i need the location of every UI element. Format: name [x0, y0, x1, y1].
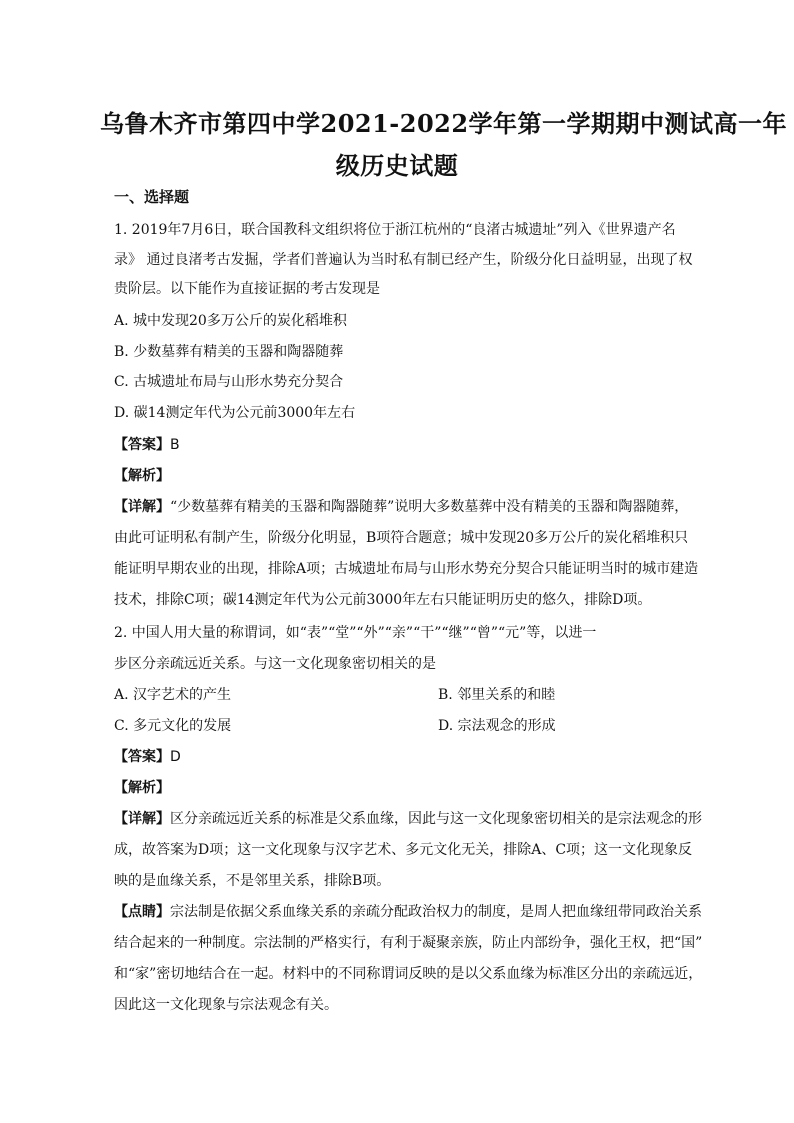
q1-detail-line-3: 能证明早期农业的出现，排除A项；古城遗址布局与山形水势充分契合只能证明当时的城市建造 — [114, 561, 699, 577]
answer-value: D — [170, 749, 181, 765]
q2-detail-line-3: 映的是血缘关系，不是邻里关系，排除B项。 — [114, 873, 391, 889]
q1-option-c: C. 古城遗址布局与山形水势充分契合 — [114, 374, 344, 390]
detail-text: 区分亲疏远近关系的标准是父系血缘，因此与这一文化现象密切相关的是宗法观念的形 — [170, 811, 702, 827]
q1-analysis — [114, 466, 170, 486]
answer-value: B — [170, 437, 180, 453]
detail-tag: 【详解】 — [114, 811, 170, 827]
q1-detail-line-4: 技术，排除C项；碳14测定年代为公元前3000年左右只能证明历史的悠久，排除D项。 — [114, 592, 652, 608]
q2-option-b: B. 邻里关系的和睦 — [438, 687, 556, 703]
note-tag: 【点睛】 — [114, 904, 170, 920]
q2-analysis — [114, 778, 170, 798]
q1-stem-line-3: 贵阶层。以下能作为直接证据的考古发现是 — [114, 281, 380, 297]
q2-stem-line-1: 2. 中国人用大量的称谓词，如“表”“堂”“外”“亲”“干”“继”“曾”“元”等，以进一 — [114, 625, 597, 641]
q2-option-a: A. 汉字艺术的产生 — [114, 687, 232, 703]
q1-option-d: D. 碳14测定年代为公元前3000年左右 — [114, 405, 356, 421]
document-title-line-2: 级历史试题 — [335, 151, 459, 180]
q2-note-line-4: 因此这一文化现象与宗法观念有关。 — [114, 997, 338, 1013]
q2-note-line-1 — [114, 902, 702, 922]
q2-option-d: D. 宗法观念的形成 — [438, 718, 556, 734]
q1-detail-line-1 — [114, 497, 688, 517]
section-heading: 一、选择题 — [114, 188, 190, 206]
answer-tag: 【答案】 — [114, 749, 170, 765]
q1-detail-line-2: 由此可证明私有制产生，阶级分化明显，B项符合题意；城中发现20多万公斤的炭化稻堆积只 — [114, 530, 689, 546]
q2-option-c: C. 多元文化的发展 — [114, 718, 232, 734]
q2-stem-line-2: 步区分亲疏远近关系。与这一文化现象密切相关的是 — [114, 656, 436, 672]
q2-answer — [114, 747, 181, 767]
analysis-tag: 【解析】 — [114, 468, 170, 484]
detail-text: “少数墓葬有精美的玉器和陶器随葬”说明大多数墓葬中没有精美的玉器和陶器随葬， — [170, 499, 689, 515]
q2-note-line-3: 和“家”密切地结合在一起。材料中的不同称谓词反映的是以父系血缘为标准区分出的亲疏远近， — [114, 966, 703, 982]
q1-option-a: A. 城中发现20多万公斤的炭化稻堆积 — [114, 313, 347, 329]
document-title-line-1: 乌鲁木齐市第四中学2021-2022学年第一学期期中测试高一年 — [100, 109, 788, 138]
q1-stem-line-2: 录》 通过良渚考古发掘，学者们普遍认为当时私有制已经产生，阶级分化日益明显，出现了权 — [114, 252, 693, 268]
q2-detail-line-1 — [114, 809, 702, 829]
q1-stem-line-1: 1. 2019年7月6日，联合国教科文组织将位于浙江杭州的“良渚古城遗址”列入《世界遗产名 — [114, 222, 676, 238]
note-text: 宗法制是依据父系血缘关系的亲疏分配政治权力的制度，是周人把血缘纽带同政治关系 — [170, 904, 702, 920]
q2-note-line-2: 结合起来的一种制度。宗法制的严格实行，有利于凝聚亲族，防止内部纷争，强化王权，把“国” — [114, 935, 703, 951]
analysis-tag: 【解析】 — [114, 780, 170, 796]
detail-tag: 【详解】 — [114, 499, 170, 515]
q2-detail-line-2: 成，故答案为D项；这一文化现象与汉字艺术、多元文化无关，排除A、C项；这一文化现象反 — [114, 842, 693, 858]
q1-option-b: B. 少数墓葬有精美的玉器和陶器随葬 — [114, 344, 344, 360]
q1-answer — [114, 435, 180, 455]
answer-tag: 【答案】 — [114, 437, 170, 453]
